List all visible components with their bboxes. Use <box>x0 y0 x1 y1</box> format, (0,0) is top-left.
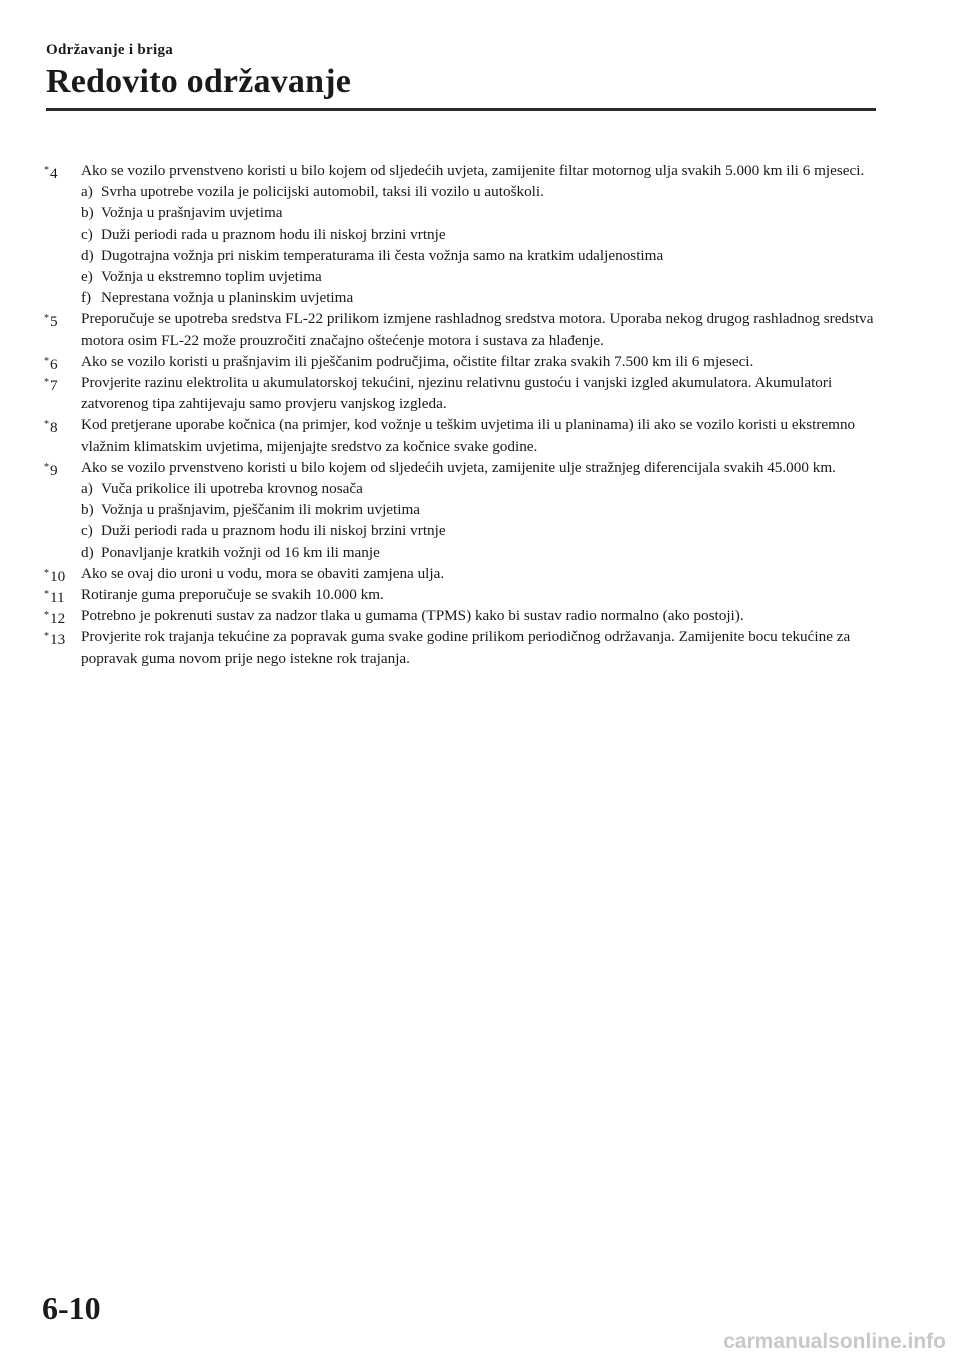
footnote-subitem <box>81 478 876 499</box>
footnote-marker <box>44 626 65 650</box>
footnote-item <box>44 605 876 626</box>
subitem-label: a) <box>81 183 93 201</box>
footnote-number: 7 <box>50 377 58 395</box>
footnote-subitem <box>81 266 876 287</box>
footnote-subitem <box>81 202 876 223</box>
footnote-text: Preporučuje se upotreba sredstva FL-22 prilikom izmjene rashladnog sredstva motora. Uporaba nekog drugog rashladnog sredstva motora osim FL-22 može prouzročiti značajno oštećenje motora i sustava za hlađenje. <box>81 310 874 349</box>
subitem-text: Duži periodi rada u praznom hodu ili niskoj brzini vrtnje <box>101 522 446 540</box>
subitem-text: Vuča prikolice ili upotreba krovnog nosača <box>101 480 363 498</box>
page-number: 6-10 <box>42 1290 101 1326</box>
subitem-text: Vožnja u ekstremno toplim uvjetima <box>101 268 322 286</box>
footnote-item <box>44 626 876 668</box>
footnote-marker <box>44 372 58 396</box>
subitem-text: Vožnja u prašnjavim, pješčanim ili mokrim uvjetima <box>101 501 421 519</box>
subitem-label: d) <box>81 543 94 561</box>
footnote-number: 5 <box>50 313 58 331</box>
footnote-text: Rotiranje guma preporučuje se svakih 10.000 km. <box>81 586 384 604</box>
footnote-number: 12 <box>50 610 66 628</box>
asterisk-icon: * <box>44 377 49 389</box>
subitem-text: Dugotrajna vožnja pri niskim temperaturama ili česta vožnja samo na kratkim udaljenostima <box>101 246 664 264</box>
section-label: Održavanje i briga <box>46 42 174 58</box>
footnote-subitem <box>81 499 876 520</box>
footnote-subitem <box>81 224 876 245</box>
footnote-item <box>44 457 876 563</box>
subitem-text: Duži periodi rada u praznom hodu ili niskoj brzini vrtnje <box>101 225 446 243</box>
footnote-marker <box>44 308 58 332</box>
footnote-number: 4 <box>50 165 58 182</box>
header-divider <box>46 108 876 111</box>
subitem-label: a) <box>81 480 93 498</box>
asterisk-icon: * <box>44 589 49 601</box>
asterisk-icon: * <box>44 631 49 643</box>
footnote-text: Ako se ovaj dio uroni u vodu, mora se obaviti zamjena ulja. <box>81 564 445 582</box>
footnote-item <box>44 351 876 372</box>
subitem-label: f) <box>81 289 92 307</box>
footnote-list <box>44 160 876 669</box>
asterisk-icon: * <box>44 165 49 176</box>
footnote-item <box>44 584 876 605</box>
subitem-label: b) <box>81 204 94 222</box>
footnote-subitem <box>81 287 876 308</box>
footnote-item <box>44 372 876 414</box>
asterisk-icon: * <box>44 355 49 367</box>
footnote-text: Ako se vozilo koristi u prašnjavim ili pješčanim područjima, očistite filtar zraka svakih 7.500 km ili 6 mjeseci. <box>81 352 754 370</box>
asterisk-icon: * <box>44 461 49 473</box>
footnote-marker <box>44 414 58 438</box>
asterisk-icon: * <box>44 610 49 622</box>
asterisk-icon: * <box>44 313 49 325</box>
asterisk-icon: * <box>44 567 49 579</box>
footnote-text: Ako se vozilo prvenstveno koristi u bilo kojem od sljedećih uvjeta, zamijenite ulje stražnjeg diferencijala svakih 45.000 km. <box>81 458 836 476</box>
footnote-marker <box>44 457 58 481</box>
footnote-item <box>44 160 876 308</box>
asterisk-icon: * <box>44 419 49 431</box>
footnote-marker <box>44 160 58 184</box>
footnote-number: 13 <box>50 631 66 649</box>
footnote-item <box>44 414 876 456</box>
footnote-number: 11 <box>50 589 65 607</box>
footnote-number: 6 <box>50 355 58 373</box>
page-title: Redovito održavanje <box>46 63 352 100</box>
footnote-subitem <box>81 245 876 266</box>
subitem-text: Vožnja u prašnjavim uvjetima <box>101 204 283 222</box>
subitem-label: c) <box>81 225 93 243</box>
subitem-text: Ponavljanje kratkih vožnji od 16 km ili manje <box>101 543 380 561</box>
watermark[interactable]: carmanualsonline.info <box>723 1330 946 1353</box>
subitem-text: Neprestana vožnja u planinskim uvjetima <box>101 289 354 307</box>
footnote-text: Provjerite razinu elektrolita u akumulatorskoj tekućini, njezinu relativnu gustoću i vanjski izgled akumulatora. Akumulatori zatvorenog tipa zahtijevaju samo provjeru vanjskog izgleda. <box>81 374 833 413</box>
subitem-label: b) <box>81 501 94 519</box>
subitem-label: d) <box>81 246 94 264</box>
footnote-subitem <box>81 520 876 541</box>
footnote-subitem <box>81 181 876 202</box>
footnote-text: Provjerite rok trajanja tekućine za popravak guma svake godine prilikom periodičnog održavanja. Zamijenite bocu tekućine za popravak guma novom prije nego istekne rok trajanja. <box>81 628 851 667</box>
subitem-text: Svrha upotrebe vozila je policijski automobil, taksi ili vozilo u autoškoli. <box>101 183 544 201</box>
footnote-text: Ako se vozilo prvenstveno koristi u bilo kojem od sljedećih uvjeta, zamijenite filtar motornog ulja svakih 5.000 km ili 6 mjeseci. <box>81 162 865 179</box>
subitem-label: c) <box>81 522 93 540</box>
page-header <box>46 40 876 104</box>
footnote-number: 8 <box>50 419 58 437</box>
footnote-number: 10 <box>50 567 66 585</box>
footnote-number: 9 <box>50 461 58 479</box>
subitem-label: e) <box>81 268 93 286</box>
footnote-item <box>44 563 876 584</box>
footnote-text: Potrebno je pokrenuti sustav za nadzor tlaka u gumama (TPMS) kako bi sustav radio normalno (ako postoji). <box>81 607 744 625</box>
footnote-item <box>44 308 876 350</box>
footnote-subitem <box>81 542 876 563</box>
footnote-text: Kod pretjerane uporabe kočnica (na primjer, kod vožnje u teškim uvjetima ili u planinama) ili ako se vozilo koristi u ekstremno vlažnim klimatskim uvjetima, mijenjajte sredstvo za kočnice svake godine. <box>81 416 856 455</box>
